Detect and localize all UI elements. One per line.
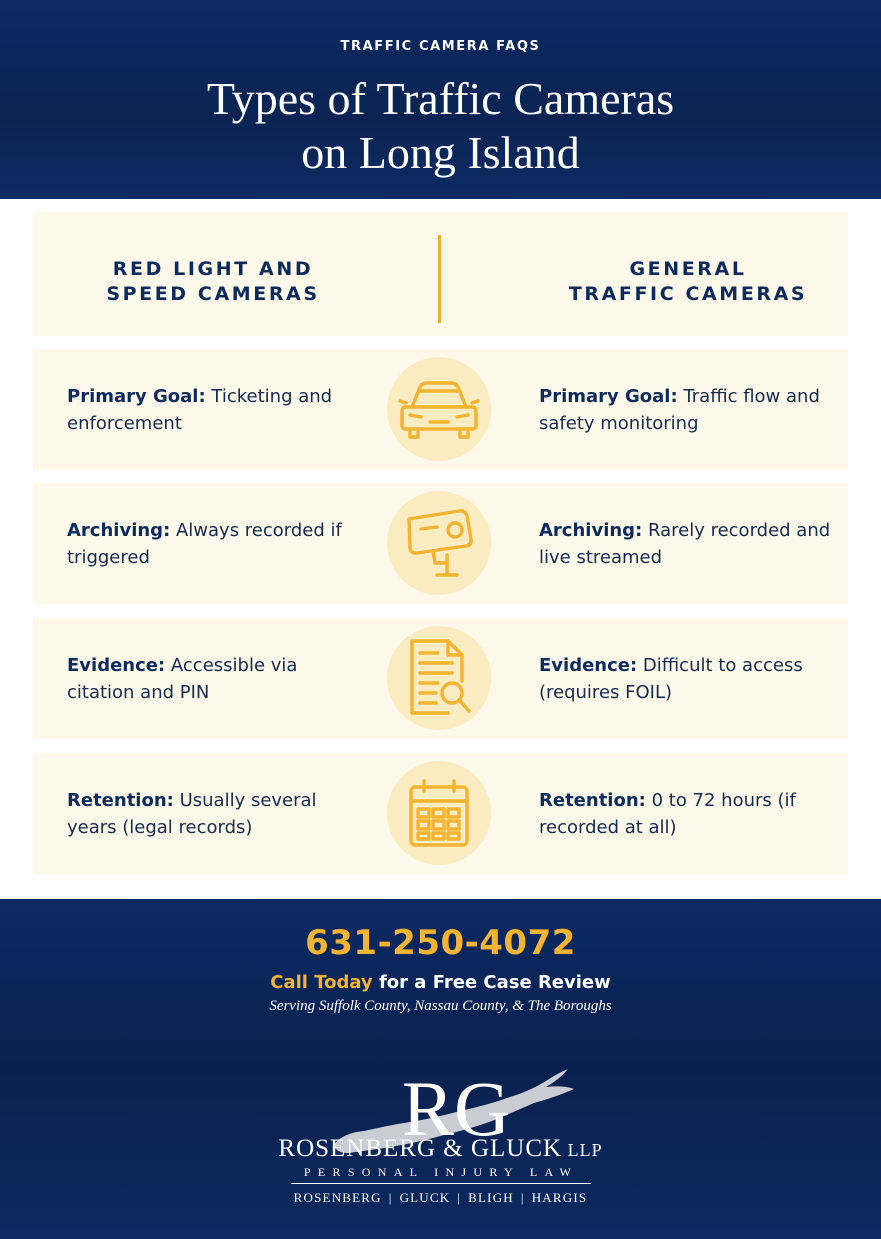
- car-icon: [387, 357, 491, 461]
- firm-name-suffix: LLP: [562, 1140, 603, 1160]
- practice-area: PERSONAL INJURY LAW: [291, 1165, 591, 1184]
- firm-name: [0, 1135, 881, 1163]
- partner-separator: |: [457, 1190, 462, 1205]
- column-header-right-line-1: GENERAL: [629, 258, 747, 280]
- partner-separator: |: [388, 1190, 393, 1205]
- cta-rest: for a Free Case Review: [372, 972, 611, 993]
- partner-name: HARGIS: [531, 1190, 588, 1205]
- header-banner: [0, 0, 881, 199]
- call-to-action: [0, 972, 881, 993]
- comparison-row-evidence: [33, 618, 848, 739]
- partner-names: [0, 1190, 881, 1206]
- footer-banner: [0, 899, 881, 1239]
- logo-letters: RG: [402, 1065, 511, 1152]
- cta-highlight: Call Today: [270, 972, 373, 993]
- comparison-row-archiving: [33, 483, 848, 604]
- row-right-value: Traffic flow and safety monitoring: [539, 385, 820, 434]
- row-right-label: Archiving:: [539, 519, 643, 541]
- row-left-label: Evidence:: [67, 654, 166, 676]
- column-divider: [438, 235, 441, 323]
- row-left-value: Usually several years (legal records): [67, 789, 317, 838]
- row-left-label: Primary Goal:: [67, 385, 206, 407]
- partner-name: BLIGH: [468, 1190, 514, 1205]
- row-left-value: Ticketing and enforcement: [67, 385, 333, 434]
- row-right-label: Primary Goal:: [539, 385, 678, 407]
- row-right-text: [539, 483, 839, 604]
- row-right-label: Retention:: [539, 789, 646, 811]
- security-camera-icon: [387, 491, 491, 595]
- row-left-value: Always recorded if triggered: [67, 519, 342, 568]
- document-search-icon: [387, 626, 491, 730]
- calendar-icon: [387, 761, 491, 865]
- comparison-row-retention: [33, 753, 848, 874]
- column-header-right-line-2: TRAFFIC CAMERAS: [568, 283, 808, 305]
- page-title: [0, 72, 881, 180]
- row-left-text: [67, 618, 357, 739]
- row-right-label: Evidence:: [539, 654, 638, 676]
- row-left-text: [67, 349, 357, 470]
- row-right-value: Rarely recorded and live streamed: [539, 519, 831, 568]
- row-left-label: Retention:: [67, 789, 174, 811]
- partner-name: ROSENBERG: [293, 1190, 382, 1205]
- title-line-2: on Long Island: [301, 127, 580, 178]
- comparison-row-primary-goal: [33, 349, 848, 470]
- column-headers: [33, 212, 848, 336]
- eyebrow-label: TRAFFIC CAMERA FAQS: [340, 39, 541, 54]
- row-left-text: [67, 753, 357, 874]
- column-header-left-line-1: RED LIGHT AND: [112, 258, 314, 280]
- firm-name-main: ROSENBERG & GLUCK: [278, 1135, 563, 1162]
- row-right-value: 0 to 72 hours (if recorded at all): [539, 789, 796, 838]
- row-right-text: [539, 618, 839, 739]
- row-right-text: [539, 349, 839, 470]
- row-right-value: Difficult to access (requires FOIL): [539, 654, 803, 703]
- partner-separator: |: [520, 1190, 525, 1205]
- service-area: Serving Suffolk County, Nassau County, & The Boroughs: [269, 998, 612, 1014]
- title-line-1: Types of Traffic Cameras: [206, 73, 675, 124]
- row-right-text: [539, 753, 839, 874]
- row-left-value: Accessible via citation and PIN: [67, 654, 298, 703]
- column-header-general: [533, 257, 843, 307]
- column-header-left-line-2: SPEED CAMERAS: [106, 283, 320, 305]
- phone-number[interactable]: 631-250-4072: [305, 923, 576, 963]
- row-left-label: Archiving:: [67, 519, 171, 541]
- partner-name: GLUCK: [399, 1190, 451, 1205]
- column-header-red-light: [73, 257, 353, 307]
- row-left-text: [67, 483, 357, 604]
